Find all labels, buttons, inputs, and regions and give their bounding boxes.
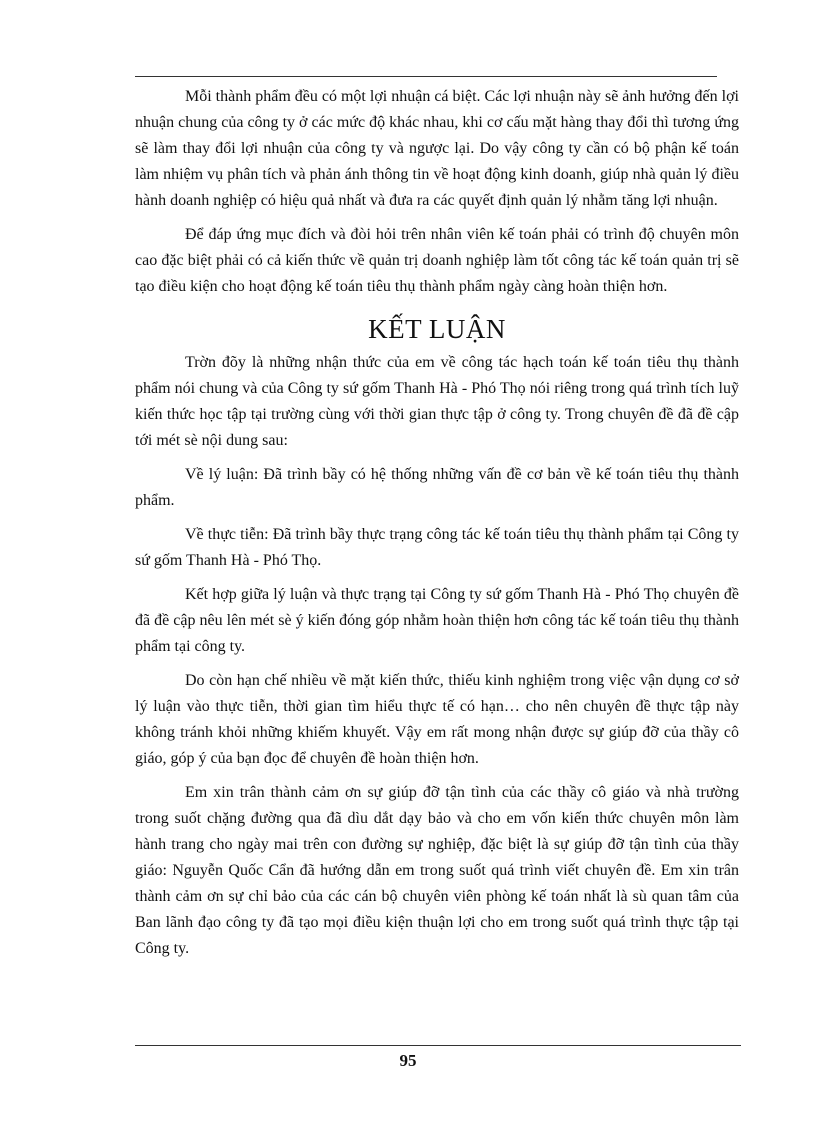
paragraph: Để đáp ứng mục đích và đòi hỏi trên nhân viên kế toán phải có trình độ chuyên môn cao đặc biệt phải có cả kiến thức về quản trị doanh nghiệp làm tốt công tác kế toán quản trị sẽ tạo điều kiện cho hoạt động kế toán tiêu thụ thành phẩm ngày càng hoàn thiện hơn. — [135, 226, 739, 295]
paragraph: Trờn đõy là những nhận thức của em về công tác hạch toán kế toán tiêu thụ thành phẩm nói chung và của Công ty sứ gốm Thanh Hà - Phó Thọ nói riêng trong quá trình tích luỹ kiến thức học tập tại trường cùng với thời gian thực tập ở công ty. Trong chuyên đề đã đề cập tới mét sè nội dung sau: — [135, 354, 739, 449]
paragraph: Em xin trân thành cảm ơn sự giúp đỡ tận tình của các thầy cô giáo và nhà trường trong suốt chặng đường qua đã dìu dắt dạy bảo và cho em vốn kiến thức chuyên môn làm hành trang cho ngày mai trên con đường sự nghiệp, đặc biệt là sự giúp đỡ tận tình của thầy giáo: Nguyễn Quốc Cẩn đã hướng dẫn em trong suốt quá trình viết chuyên đề. Em xin trân thành cảm ơn sự chỉ bảo của các cán bộ chuyên viên phòng kế toán nhất là sù quan tâm của Ban lãnh đạo công ty đã tạo mọi điều kiện thuận lợi cho em trong suốt quá trình thực tập tại Công ty. — [135, 784, 739, 957]
page-number: 95 — [399, 1051, 417, 1070]
paragraph: Mỗi thành phẩm đều có một lợi nhuận cá biệt. Các lợi nhuận này sẽ ảnh hưởng đến lợi nhuận chung của công ty ở các mức độ khác nhau, khi cơ cấu mặt hàng thay đổi thì tương ứng sẽ làm thay đổi lợi nhuận của công ty và ngược lại. Do vậy công ty cần có bộ phận kế toán làm nhiệm vụ phân tích và phản ánh thông tin về hoạt động kinh doanh, giúp nhà quản lý điều hành doanh nghiệp có hiệu quả nhất và đưa ra các quyết định quản lý nhằm tăng lợi nhuận. — [135, 88, 739, 209]
footer-rule — [135, 1045, 741, 1046]
paragraph: Về thực tiễn: Đã trình bầy thực trạng công tác kế toán tiêu thụ thành phẩm tại Công ty sứ gốm Thanh Hà - Phó Thọ. — [135, 526, 739, 569]
paragraph: Về lý luận: Đã trình bầy có hệ thống những vấn đề cơ bản về kế toán tiêu thụ thành phẩm. — [135, 466, 739, 509]
section-heading: KẾT LUẬN — [368, 314, 506, 344]
paragraph: Do còn hạn chế nhiều về mặt kiến thức, thiếu kinh nghiệm trong việc vận dụng cơ sở lý luận vào thực tiễn, thời gian tìm hiểu thực tế có hạn… cho nên chuyên đề thực tập này không tránh khỏi những khiếm khuyết. Vậy em rất mong nhận được sự giúp đỡ của thầy cô giáo, góp ý của bạn đọc để chuyên đề hoàn thiện hơn. — [135, 672, 739, 767]
page-body — [135, 84, 739, 962]
paragraph: Kết hợp giữa lý luận và thực trạng tại Công ty sứ gốm Thanh Hà - Phó Thọ chuyên đề đã đề cập nêu lên mét sè ý kiến đóng góp nhằm hoàn thiện hơn công tác kế toán tiêu thụ thành phẩm tại công ty. — [135, 586, 739, 655]
header-rule — [135, 76, 717, 77]
